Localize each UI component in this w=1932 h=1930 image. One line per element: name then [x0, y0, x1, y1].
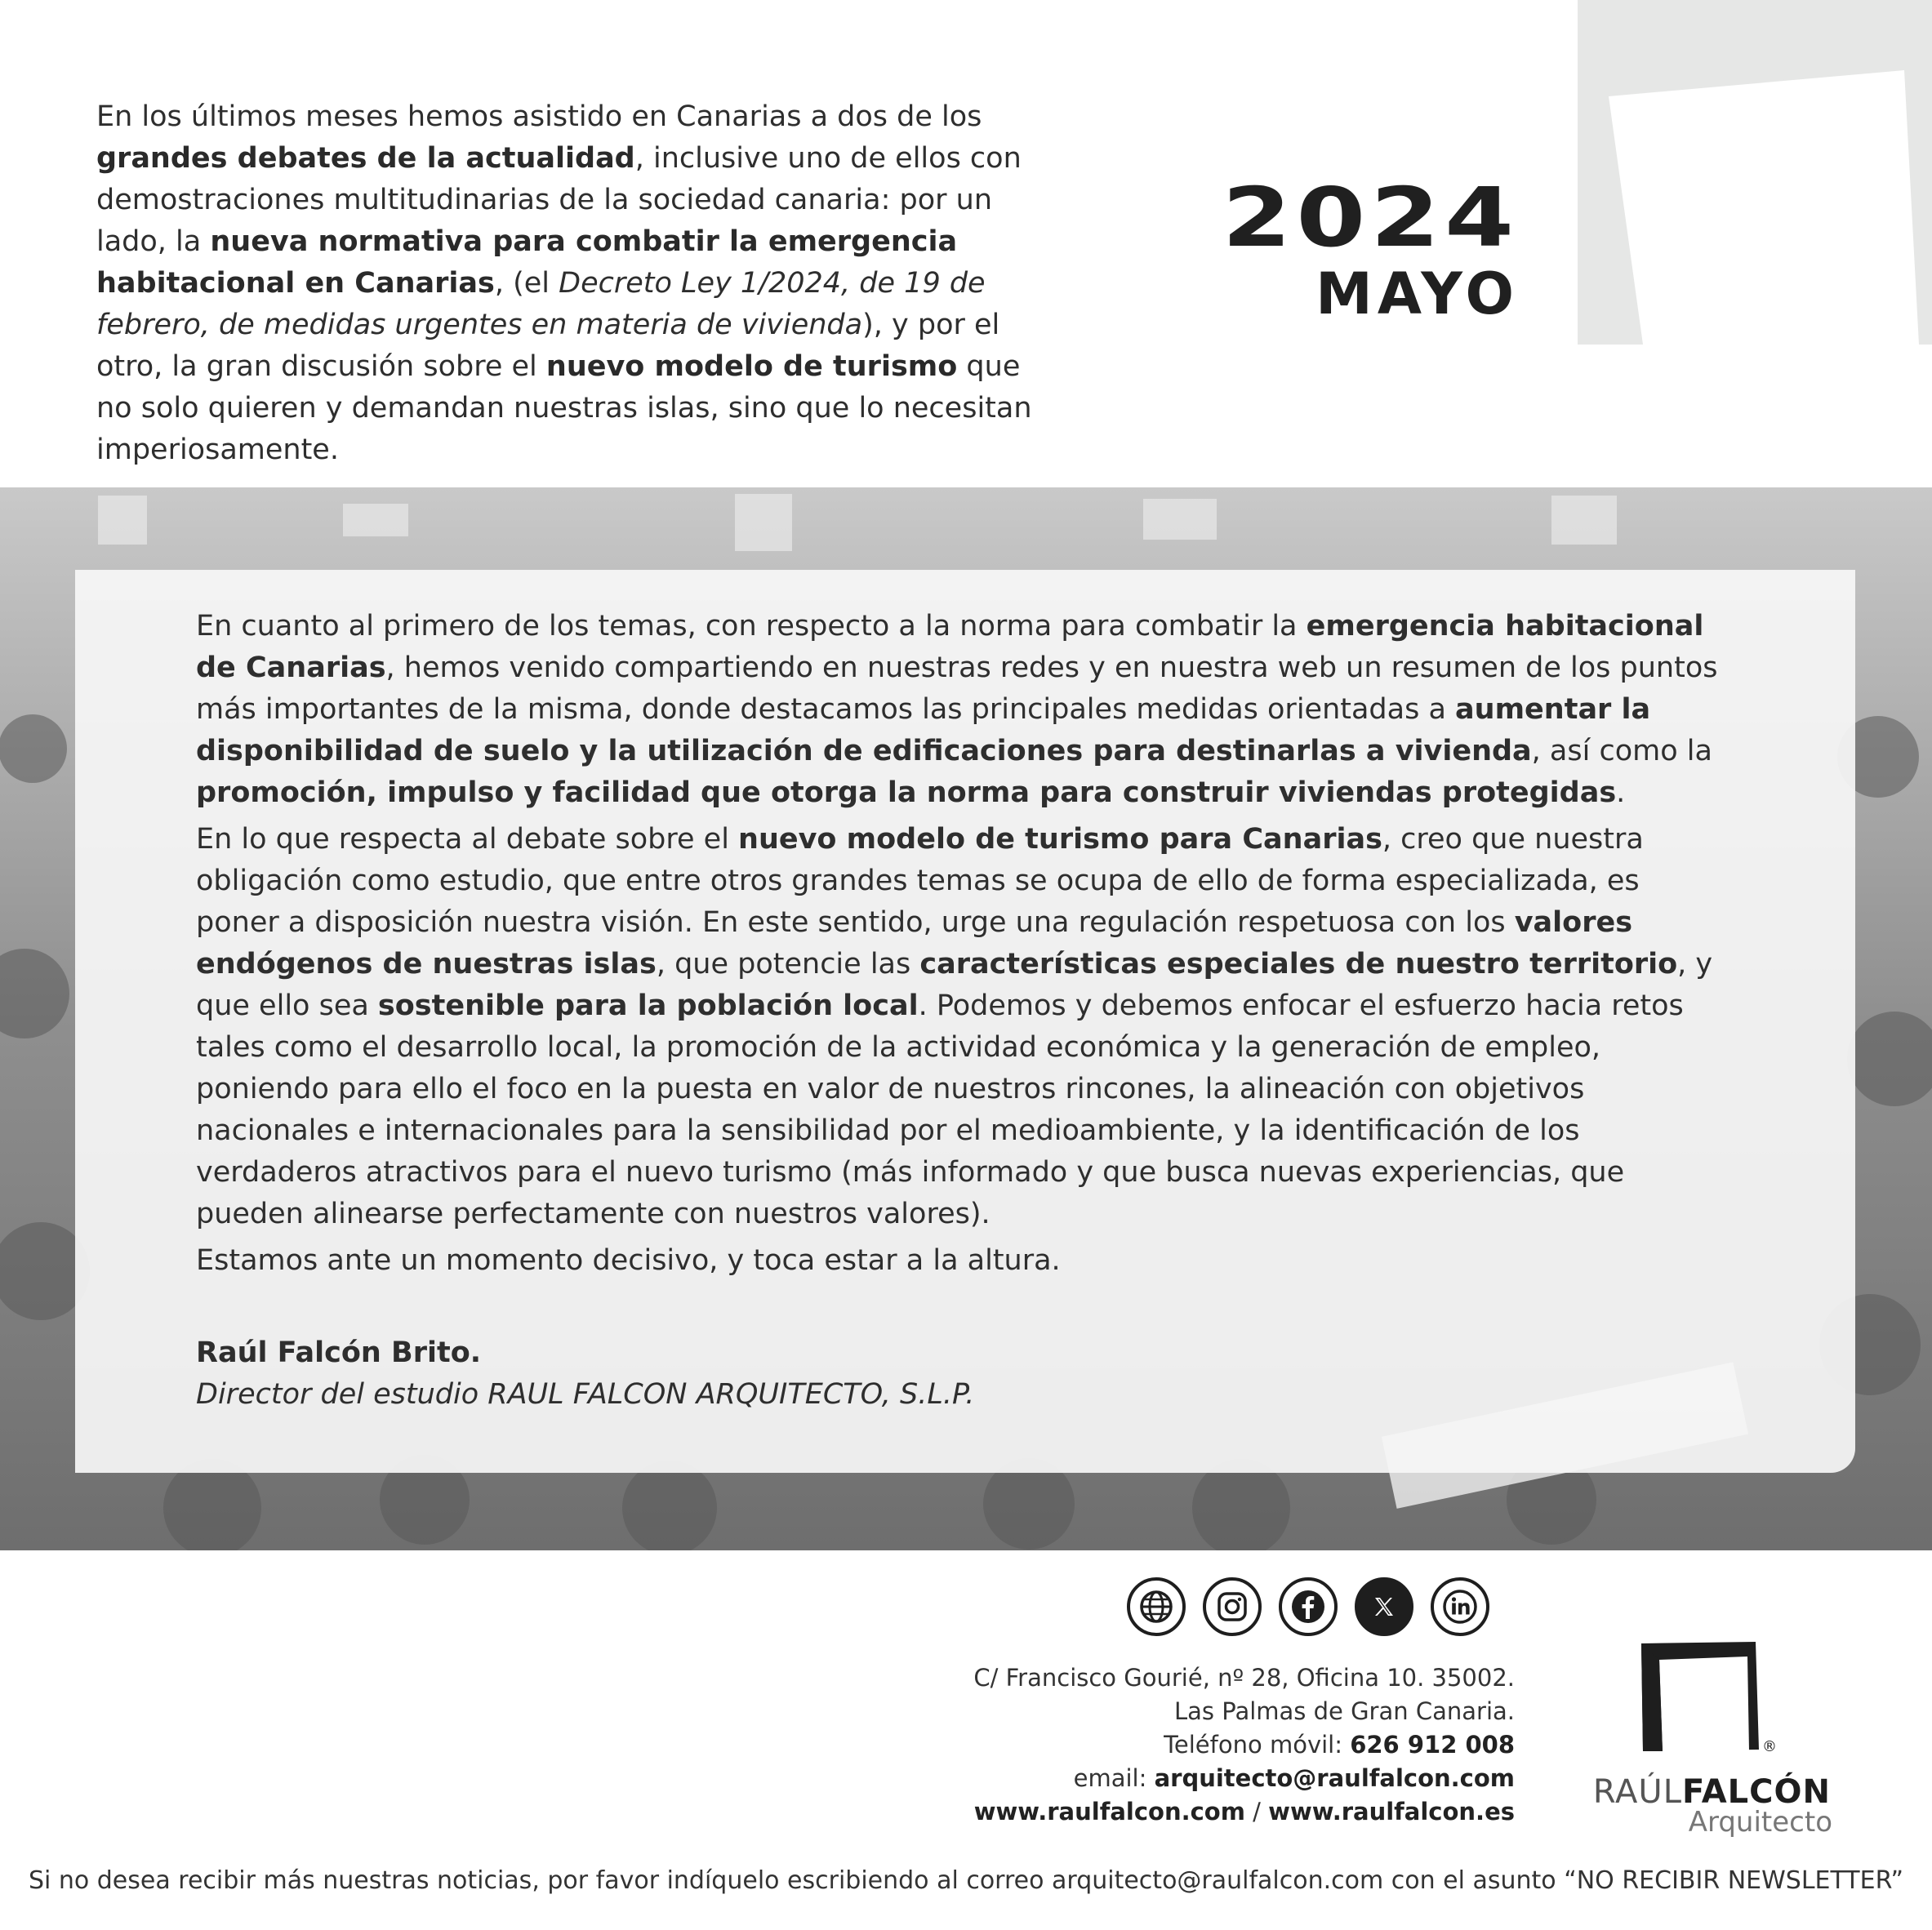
- body-bold: sostenible para la población local: [377, 989, 919, 1022]
- instagram-icon[interactable]: [1203, 1577, 1262, 1636]
- intro-italic: Decreto Ley 1/2024, de 19 de febrero, de medidas urgentes en materia de vivienda: [96, 267, 986, 341]
- body-bold: características especiales de nuestro territorio: [919, 948, 1678, 981]
- phone-label: Teléfono móvil:: [1164, 1731, 1351, 1759]
- body-bold: valores endógenos de nuestras islas: [196, 906, 1633, 981]
- body-bold: emergencia habitacional de Canarias: [196, 610, 1704, 684]
- contact-info: [898, 1661, 1515, 1829]
- signature-role: Director del estudio RAUL FALCON ARQUITECTO, S.L.P.: [196, 1378, 975, 1411]
- facebook-icon[interactable]: [1279, 1577, 1338, 1636]
- intro-bold: nueva normativa para combatir la emergencia habitacional en Canarias: [96, 225, 958, 300]
- body-text-span: .: [1616, 776, 1626, 809]
- month-label: MAYO: [1315, 260, 1519, 327]
- logo-subtitle: Arquitecto: [1688, 1806, 1832, 1839]
- body-text-span: , creo que nuestra obligación como estudio, que entre otros grandes temas se ocupa de ello de forma especializada, es poner a disposición nuestra visión. En este sentido, urge una regulación respetuosa con los: [196, 823, 1644, 939]
- phone-number[interactable]: 626 912 008: [1350, 1731, 1515, 1759]
- body-text-span: , que potencie las: [656, 948, 920, 981]
- intro-bold: grandes debates de la actualidad: [96, 142, 635, 175]
- x-icon[interactable]: [1355, 1577, 1413, 1636]
- body-text-span: , y que ello sea: [196, 948, 1713, 1022]
- social-links: [1127, 1577, 1489, 1636]
- intro-text: que no solo quieren y demandan nuestras islas, sino que lo necesitan imperiosamente.: [96, 350, 1032, 466]
- corner-logo-box: [1578, 0, 1932, 345]
- intro-text: En los últimos meses hemos asistido en Canarias a dos de los: [96, 100, 982, 133]
- intro-text: , inclusive uno de ellos con demostraciones multitudinarias de la sociedad canaria: por un lado, la: [96, 142, 1022, 258]
- body-text-span: , así como la: [1531, 735, 1712, 767]
- intro-text: , (el: [494, 267, 559, 300]
- email-label: email:: [1073, 1764, 1155, 1792]
- body-text-span: En lo que respecta al debate sobre el: [196, 823, 739, 856]
- web-separator: /: [1244, 1798, 1269, 1825]
- unsubscribe-note: Si no desea recibir más nuestras noticias, por favor indíquelo escribiendo al correo arquitecto@raulfalcon.com con el asunto “NO RECIBIR NEWSLETTER”: [28, 1866, 1904, 1895]
- body-text-span: , hemos venido compartiendo en nuestras redes y en nuestra web un resumen de los puntos más importantes de la misma, donde destacamos las principales medidas orientadas a: [196, 651, 1718, 726]
- body-paragraph-2: [196, 819, 1731, 1235]
- registered-mark: ®: [1762, 1738, 1777, 1755]
- intro-bold: nuevo modelo de turismo: [545, 350, 958, 383]
- body-bold: nuevo modelo de turismo para Canarias: [738, 823, 1382, 856]
- web-icon[interactable]: [1127, 1577, 1186, 1636]
- web-line: [898, 1795, 1515, 1829]
- body-text-span: . Podemos y debemos enfocar el esfuerzo hacia retos tales como el desarrollo local, la promoción de la actividad económica y la generación de empleo, poniendo para ello el foco en la puesta en valor de nuestros rincones, la alineación con objetivos nacionales e internacionales para la sensibilidad por el medioambiente, y la identificación de los verdaderos atractivos para el nuevo turismo (más informado y que busca nuevas experiencias, que pueden alinearse perfectamente con nuestros valores).: [196, 989, 1684, 1230]
- signature: [196, 1332, 974, 1416]
- body-bold: aumentar la disponibilidad de suelo y la utilización de edificaciones para destinarlas a vivienda: [196, 693, 1651, 767]
- website-link-com[interactable]: www.raulfalcon.com: [973, 1798, 1245, 1825]
- phone-line: [898, 1728, 1515, 1762]
- body-text: [196, 606, 1731, 1287]
- body-bold: promoción, impulso y facilidad que otorga la norma para construir viviendas protegidas: [196, 776, 1617, 809]
- linkedin-icon[interactable]: [1431, 1577, 1489, 1636]
- date-header: [1127, 155, 1519, 327]
- logo-name-light: RAÚL: [1592, 1773, 1682, 1811]
- body-paragraph-1: [196, 606, 1731, 814]
- square-mark-icon: [1578, 0, 1932, 345]
- address-line-2: Las Palmas de Gran Canaria.: [1174, 1697, 1515, 1725]
- email-line: [898, 1762, 1515, 1795]
- year-label: 2024: [1222, 170, 1519, 265]
- signature-name: Raúl Falcón Brito.: [196, 1336, 482, 1369]
- body-paragraph-3: Estamos ante un momento decisivo, y toca estar a la altura.: [196, 1244, 1061, 1277]
- website-link-es[interactable]: www.raulfalcon.es: [1268, 1798, 1515, 1825]
- intro-text: ), y por el otro, la gran discusión sobre el: [96, 309, 1000, 383]
- intro-paragraph: [96, 96, 1044, 471]
- email-link[interactable]: arquitecto@raulfalcon.com: [1154, 1764, 1515, 1792]
- logo-name-bold: FALCÓN: [1681, 1773, 1831, 1811]
- body-text-span: En cuanto al primero de los temas, con respecto a la norma para combatir la: [196, 610, 1307, 643]
- address-line-1: C/ Francisco Gourié, nº 28, Oficina 10. 35002.: [973, 1664, 1515, 1692]
